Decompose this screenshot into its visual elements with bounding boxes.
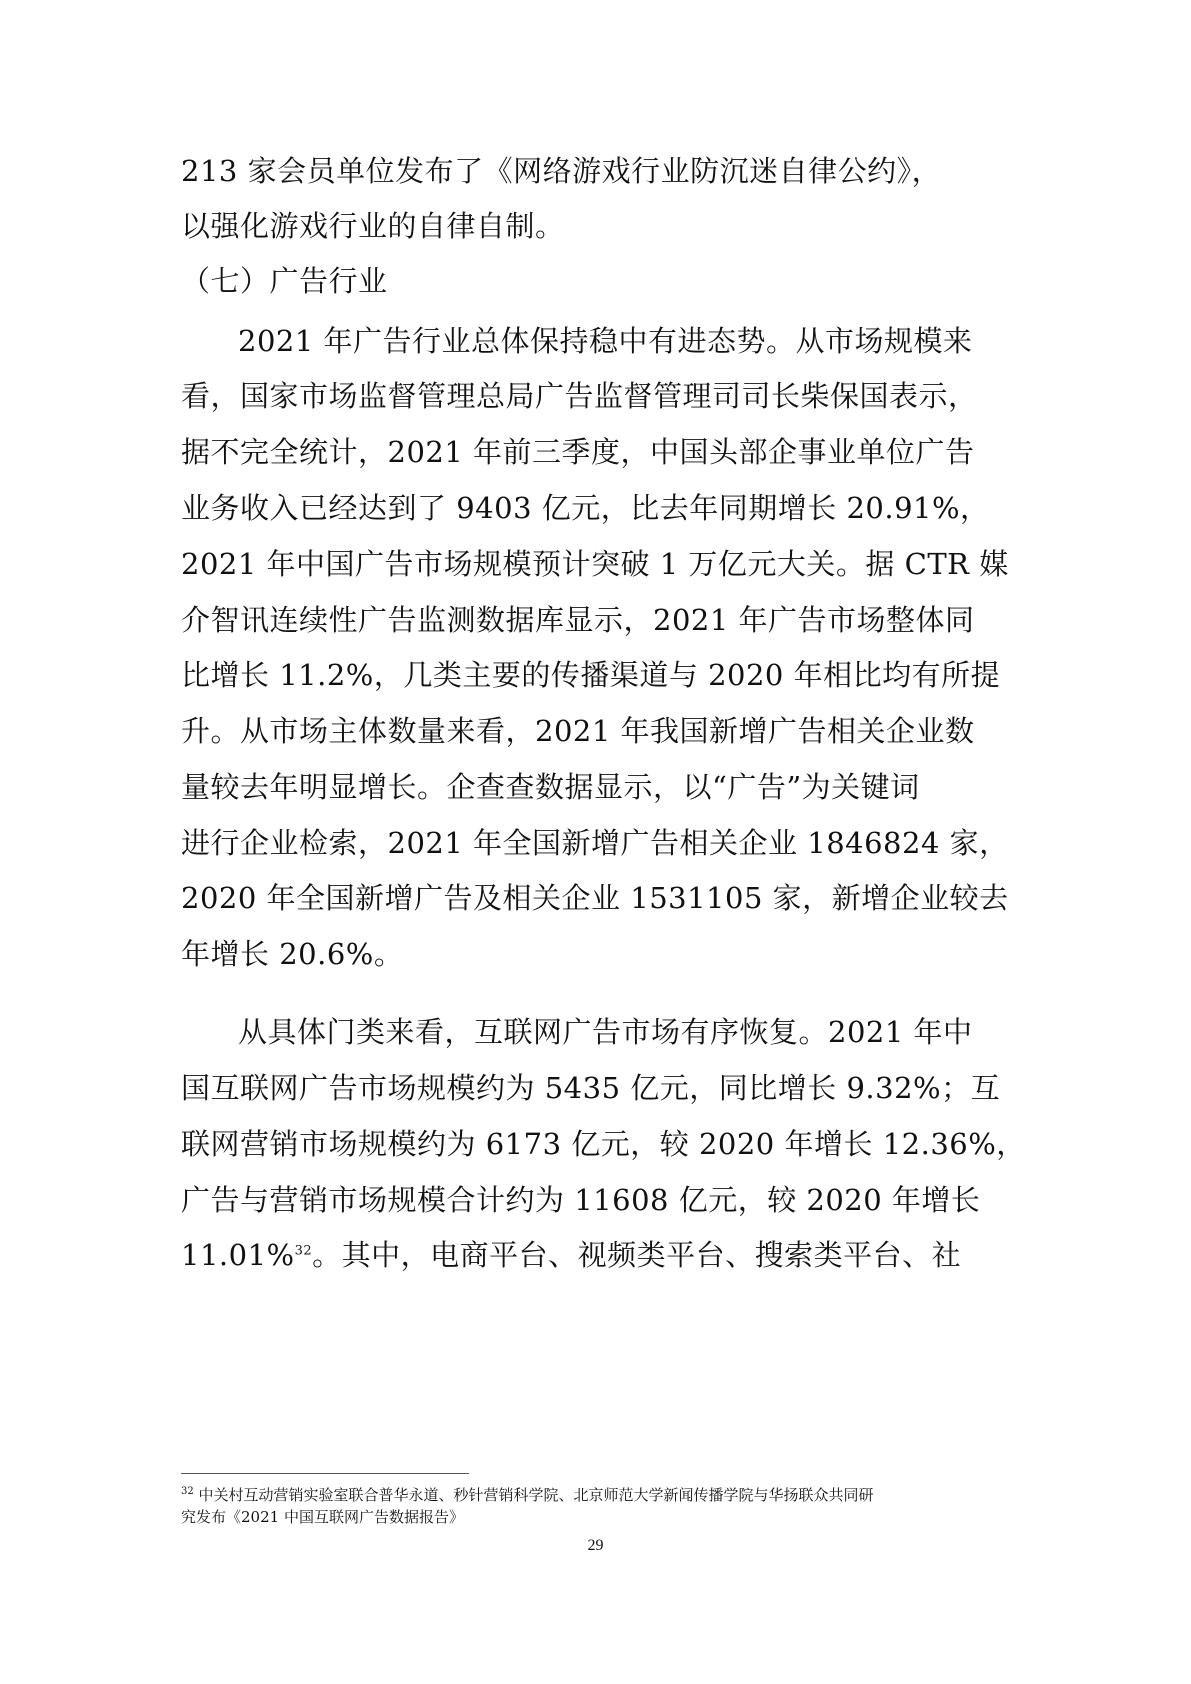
body-line-11: 升。从市场主体数量来看，2021 年我国新增广告相关企业数: [181, 714, 975, 748]
body-line-8: 2021 年中国广告市场规模预计突破 1 万亿元大关。据 CTR 媒: [181, 547, 1009, 581]
body-line-20: [181, 1235, 961, 1275]
body-line-20-start: 11.01%: [181, 1238, 295, 1272]
footnote-text-1: 中关村互动营销实验室联合普华永道、秒针营销科学院、北京师范大学新闻传播学院与华扬联众共同研: [198, 1486, 874, 1504]
body-line-2: 以强化游戏行业的自律自制。: [181, 209, 565, 243]
body-line-20-end: 。其中，电商平台、视频类平台、搜索类平台、社: [312, 1238, 962, 1272]
body-line-7: 业务收入已经达到了 9403 亿元，比去年同期增长 20.91%，: [181, 491, 990, 525]
body-line-18: 联网营销市场规模约为 6173 亿元，较 2020 年增长 12.36%，: [181, 1127, 1026, 1161]
body-line-5: 看，国家市场监督管理总局广告监督管理司司长柴保国表示，: [181, 379, 978, 413]
body-line-9: 介智讯连续性广告监测数据库显示，2021 年广告市场整体同: [181, 603, 975, 637]
body-line-16: 从具体门类来看，互联网广告市场有序恢复。2021 年中: [238, 1015, 973, 1049]
footnote-reference: 32: [294, 1243, 313, 1259]
page-number: 29: [587, 1537, 604, 1554]
body-line-14: 2020 年全国新增广告及相关企业 1531105 家，新增企业较去: [181, 881, 1009, 915]
section-heading: （七）广告行业: [181, 264, 388, 298]
footnote-divider: [181, 1473, 469, 1474]
body-line-17: 国互联网广告市场规模约为 5435 亿元，同比增长 9.32%；互: [181, 1071, 1001, 1105]
footnote-marker: 32: [181, 1486, 194, 1497]
footnote-line-2: 究发布《2021 中国互联网广告数据报告》: [181, 1508, 464, 1526]
body-line-19: 广告与营销市场规模合计约为 11608 亿元，较 2020 年增长: [181, 1183, 981, 1217]
body-line-4: 2021 年广告行业总体保持稳中有进态势。从市场规模来: [238, 324, 973, 358]
body-line-15: 年增长 20.6%。: [181, 937, 404, 971]
body-line-10: 比增长 11.2%，几类主要的传播渠道与 2020 年相比均有所提: [181, 658, 1001, 692]
body-line-1: 213 家会员单位发布了《网络游戏行业防沉迷自律公约》，: [181, 154, 942, 188]
body-line-13: 进行企业检索，2021 年全国新增广告相关企业 1846824 家，: [181, 826, 1009, 860]
footnote-line-1: [181, 1484, 874, 1506]
body-line-12: 量较去年明显增长。企查查数据显示，以“广告”为关键词: [181, 770, 920, 804]
body-line-6: 据不完全统计，2021 年前三季度，中国头部企事业单位广告: [181, 435, 975, 469]
